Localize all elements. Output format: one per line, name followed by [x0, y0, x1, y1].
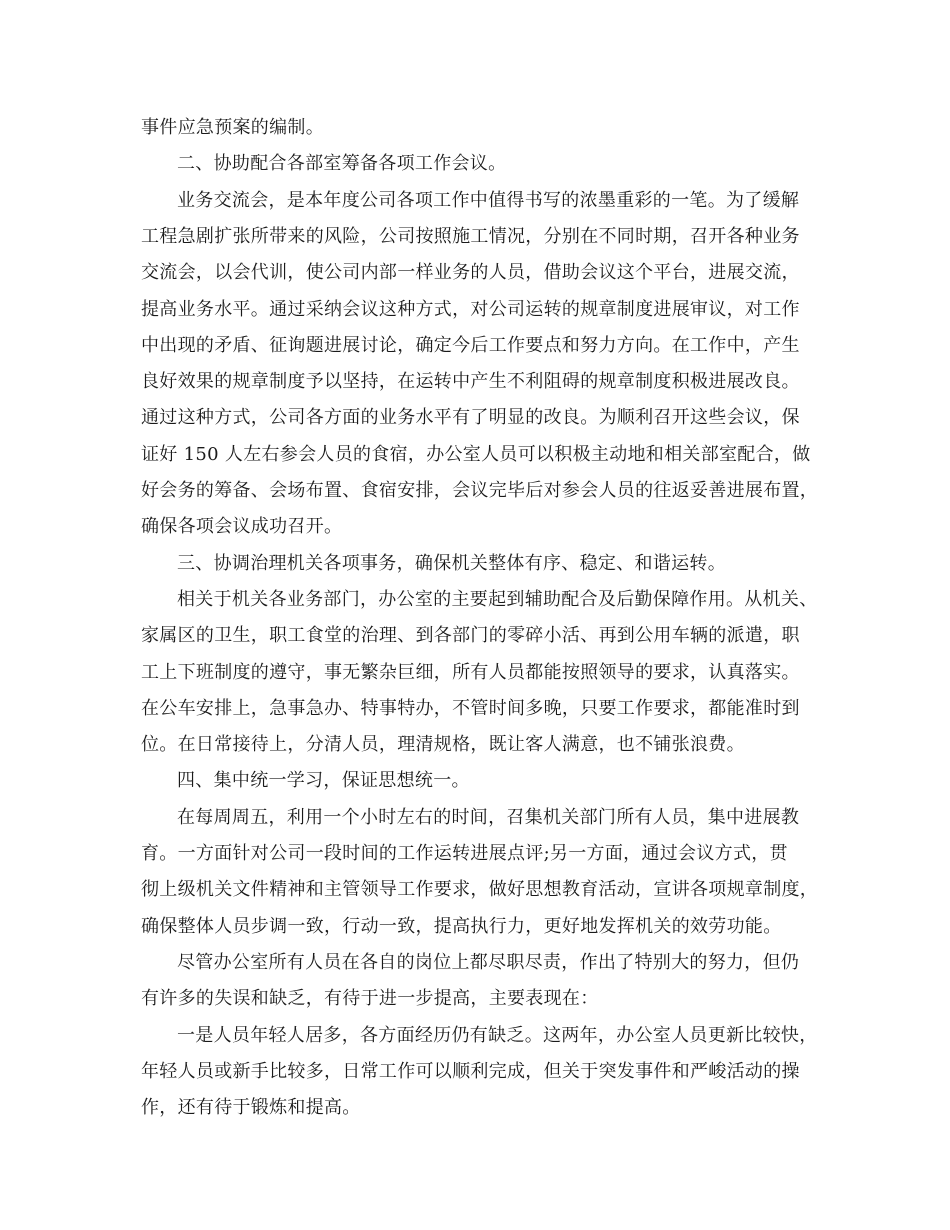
- section-heading: 三、协调治理机关各项事务，确保机关整体有序、稳定、和谐运转。: [177, 552, 726, 574]
- text-line: 有许多的失误和缺乏，有待于进一步提高，主要表现在：: [141, 988, 599, 1010]
- text-line: 作，还有待于锻炼和提高。: [141, 1097, 361, 1119]
- text-line: 工上下班制度的遵守，事无繁杂巨细，所有人员都能按照领导的要求，认真落实。: [141, 661, 800, 683]
- text-line: 在每周周五，利用一个小时左右的时间，召集机关部门所有人员，集中进展教: [177, 806, 800, 828]
- text-line: 相关于机关各业务部门，办公室的主要起到辅助配合及后勤保障作用。从机关、: [177, 588, 818, 610]
- text-line: 育。一方面针对公司一段时间的工作运转进展点评;另一方面，通过会议方式，贯: [141, 843, 788, 864]
- text-line: 年轻人员或新手比较多，日常工作可以顺利完成，但关于突发事件和严峻活动的操: [141, 1060, 800, 1082]
- text-line: 良好效果的规章制度予以坚持，在运转中产生不利阻碍的规章制度积极进展改良。: [141, 371, 800, 393]
- text-line: 好会务的筹备、会场布置、食宿安排，会议完毕后对参会人员的往返妥善进展布置，: [141, 480, 819, 501]
- text-line: 提高业务水平。通过采纳会议这种方式，对公司运转的规章制度进展审议，对工作: [141, 298, 800, 320]
- text-line: 彻上级机关文件精神和主管领导工作要求，做好思想教育活动，宣讲各项规章制度，: [141, 879, 819, 901]
- text-line: 确保各项会议成功召开。: [141, 516, 343, 538]
- text-line: 中出现的矛盾、征询题进展讨论，确定今后工作要点和努力方向。在工作中，产生: [141, 334, 800, 356]
- text-line: 业务交流会，是本年度公司各项工作中值得书写的浓墨重彩的一笔。为了缓解: [177, 189, 800, 211]
- text-line: 通过这种方式，公司各方面的业务水平有了明显的改良。为顺利召开这些会议，保: [141, 407, 800, 429]
- text-line: 一是人员年轻人居多，各方面经历仍有缺乏。这两年，办公室人员更新比较快，: [177, 1024, 818, 1046]
- text-line: 家属区的卫生，职工食堂的治理、到各部门的零碎小活、再到公用车辆的派遣，职: [141, 625, 800, 647]
- text-line: 确保整体人员步调一致，行动一致，提高执行力，更好地发挥机关的效劳功能。: [141, 915, 782, 937]
- text-line: 事件应急预案的编制。: [141, 117, 324, 138]
- text-line: 尽管办公室所有人员在各自的岗位上都尽职尽责，作出了特别大的努力，但仍: [177, 951, 800, 973]
- text-line: 证好 150 人左右参会人员的食宿，办公室人员可以积极主动地和相关部室配合，做: [141, 443, 811, 465]
- text-line: 位。在日常接待上，分清人员，理清规格，既让客人满意，也不铺张浪费。: [141, 734, 745, 756]
- text-line: 在公车安排上，急事急办、特事特办，不管时间多晚，只要工作要求，都能准时到: [141, 697, 800, 719]
- text-line: 工程急剧扩张所带来的风险，公司按照施工情况，分别在不同时期，召开各种业务: [141, 225, 800, 247]
- section-heading: 二、协助配合各部室筹备各项工作会议。: [177, 153, 507, 175]
- text-line: 交流会，以会代训，使公司内部一样业务的人员，借助会议这个平台，进展交流，: [141, 262, 800, 284]
- section-heading: 四、集中统一学习，保证思想统一。: [177, 770, 470, 792]
